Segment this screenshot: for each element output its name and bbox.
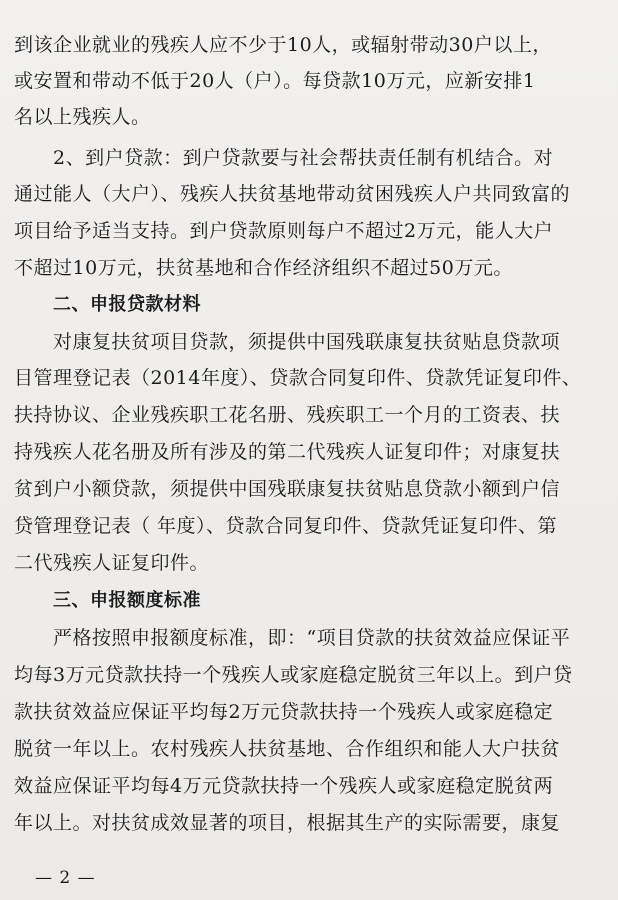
text-line-13: 贫到户小额贷款，须提供中国残联康复扶贫贴息贷款小额到户信	[14, 478, 561, 500]
page-number: — 2 —	[35, 868, 96, 888]
text-line-12: 持残疾人花名册及所有涉及的第二代残疾人证复印件；对康复扶	[14, 441, 561, 463]
text-line-14: 贷管理登记表（ 年度）、贷款合同复印件、贷款凭证复印件、第	[14, 515, 558, 537]
text-line-6: 项目给予适当支持。到户贷款原则每户不超过2万元，能人大户	[14, 220, 554, 242]
text-line-19: 款扶贫效益应保证平均每2万元贷款扶持一个残疾人或家庭稳定	[14, 701, 554, 723]
text-line-11: 扶持协议、企业残疾职工花名册、残疾职工一个月的工资表、扶	[14, 404, 561, 426]
text-line-9: 对康复扶贫项目贷款，须提供中国残联康复扶贫贴息贷款项	[53, 331, 561, 353]
text-line-17: 严格按照申报额度标准，即：“项目贷款的扶贫效益应保证平	[53, 627, 571, 649]
text-line-4: 2、到户贷款：到户贷款要与社会帮扶责任制有机结合。对	[53, 147, 554, 169]
text-line-5: 通过能人（大户）、残疾人扶贫基地带动贫困残疾人户共同致富的	[14, 183, 571, 205]
text-line-15: 二代残疾人证复印件。	[14, 552, 210, 574]
text-line-1: 到该企业就业的残疾人应不少于10人，或辐射带动30户以上，	[14, 34, 552, 56]
text-line-22: 年以上。对扶贫成效显著的项目，根据其生产的实际需要，康复	[14, 812, 561, 834]
text-line-20: 脱贫一年以上。农村残疾人扶贫基地、合作组织和能人大户扶贫	[14, 738, 561, 760]
text-line-21: 效益应保证平均每4万元贷款扶持一个残疾人或家庭稳定脱贫两	[14, 775, 554, 797]
text-line-2: 或安置和带动不低于20人（户）。每贷款10万元，应新安排1	[14, 70, 536, 92]
section-heading-2: 二、申报贷款材料	[53, 294, 201, 315]
text-line-18: 均每3万元贷款扶持一个残疾人或家庭稳定脱贫三年以上。到户贷	[14, 664, 573, 686]
section-heading-3: 三、申报额度标准	[53, 590, 201, 611]
text-line-3: 名以上残疾人。	[14, 106, 151, 128]
text-line-7: 不超过10万元，扶贫基地和合作经济组织不超过50万元。	[14, 257, 513, 279]
text-line-10: 目管理登记表（2014年度）、贷款合同复印件、贷款凭证复印件、	[14, 367, 582, 389]
